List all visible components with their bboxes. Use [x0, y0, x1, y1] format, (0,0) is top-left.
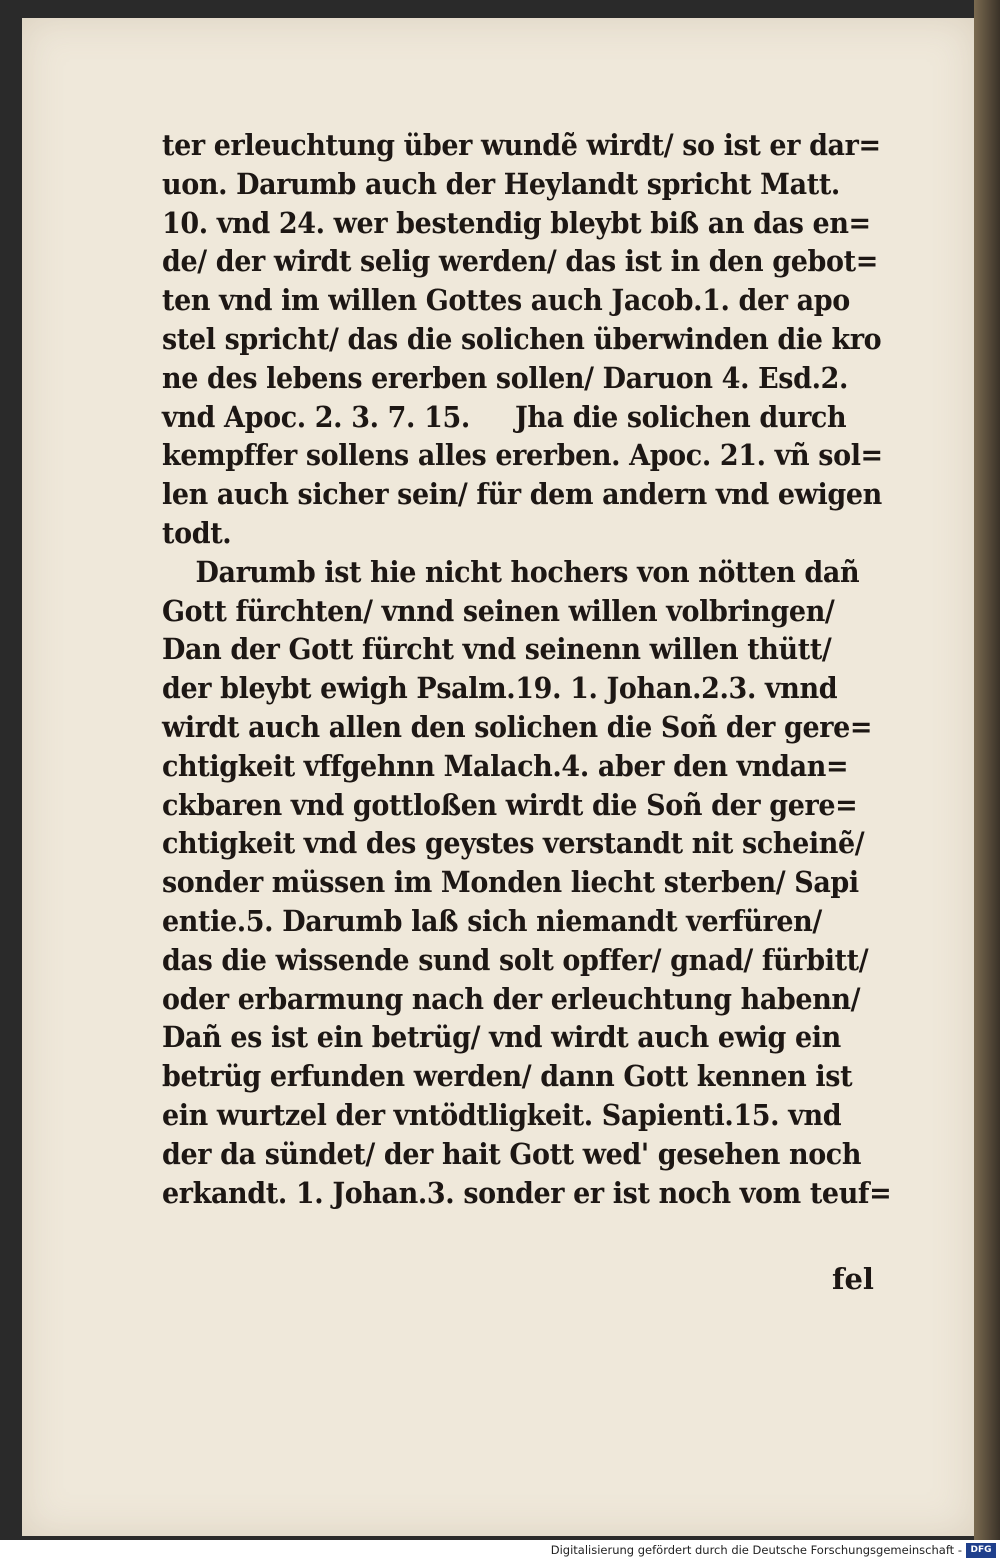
text-line: das die wissende sund solt opffer/ gnad/ fürbitt/: [162, 942, 869, 977]
text-line: Darumb ist hie nicht hochers von nötten dañ: [195, 554, 860, 589]
text-line: betrüg erfunden werden/ dann Gott kennen ist: [162, 1059, 853, 1094]
text-line: der da sündet/ der hait Gott wed' gesehen noch: [162, 1136, 862, 1171]
text-line: ckbaren vnd gottloßen wirdt die Soñ der gere=: [162, 787, 858, 822]
catchword: fel: [832, 1262, 874, 1296]
text-line: len auch sicher sein/ für dem andern vnd ewigen: [162, 477, 882, 512]
text-line: de/ der wirdt selig werden/ das ist in den gebot=: [162, 244, 878, 279]
text-line: ein wurtzel der vntödtligkeit. Sapienti.15. vnd: [162, 1097, 842, 1132]
text-line: ter erleuchtung über wundẽ wirdt/ so ist er dar=: [162, 128, 881, 162]
text-line: oder erbarmung nach der erleuchtung habenn/: [162, 981, 861, 1016]
text-line: 10. vnd 24. wer bestendig bleybt biß an das en=: [162, 205, 871, 240]
page-edge: [974, 0, 1000, 1540]
text-line: sonder müssen im Monden liecht sterben/ Sapi: [162, 865, 859, 900]
footer-credit: Digitalisierung gefördert durch die Deutsche Forschungsgemeinschaft -: [550, 1543, 962, 1557]
dfg-logo: DFG: [966, 1543, 996, 1558]
text-line: uon. Darumb auch der Heylandt spricht Matt.: [162, 166, 840, 201]
text-line: todt.: [162, 515, 232, 550]
text-line: Dañ es ist ein betrüg/ vnd wirdt auch ewig ein: [162, 1020, 841, 1055]
text-line: chtigkeit vffgehnn Malach.4. aber den vndan=: [162, 748, 849, 783]
text-line: chtigkeit vnd des geystes verstandt nit scheinẽ/: [162, 826, 865, 861]
text-line: entie.5. Darumb laß sich niemandt verfüren/: [162, 903, 822, 938]
text-line: ne des lebens ererben sollen/ Daruon 4. Esd.2.: [162, 360, 849, 395]
text-line: kempffer sollens alles ererben. Apoc. 21. vñ sol=: [162, 438, 883, 473]
text-line: ten vnd im willen Gottes auch Jacob.1. der apo: [162, 283, 850, 318]
text-line: Dan der Gott fürcht vnd seinenn willen thütt/: [162, 632, 832, 667]
text-line: der bleybt ewigh Psalm.19. 1. Johan.2.3. vnnd: [162, 671, 838, 706]
text-block: [162, 126, 897, 1212]
text-line: Gott fürchten/ vnnd seinen willen volbringen/: [162, 593, 835, 628]
footer-bar: [0, 1540, 1000, 1562]
text-line: wirdt auch allen den solichen die Soñ der gere=: [162, 709, 873, 744]
text-line: vnd Apoc. 2. 3. 7. 15. Jha die solichen durch: [162, 399, 847, 434]
text-line: erkandt. 1. Johan.3. sonder er ist noch vom teuf=: [162, 1175, 892, 1210]
text-line: stel spricht/ das die solichen überwinden die kro: [162, 321, 882, 356]
